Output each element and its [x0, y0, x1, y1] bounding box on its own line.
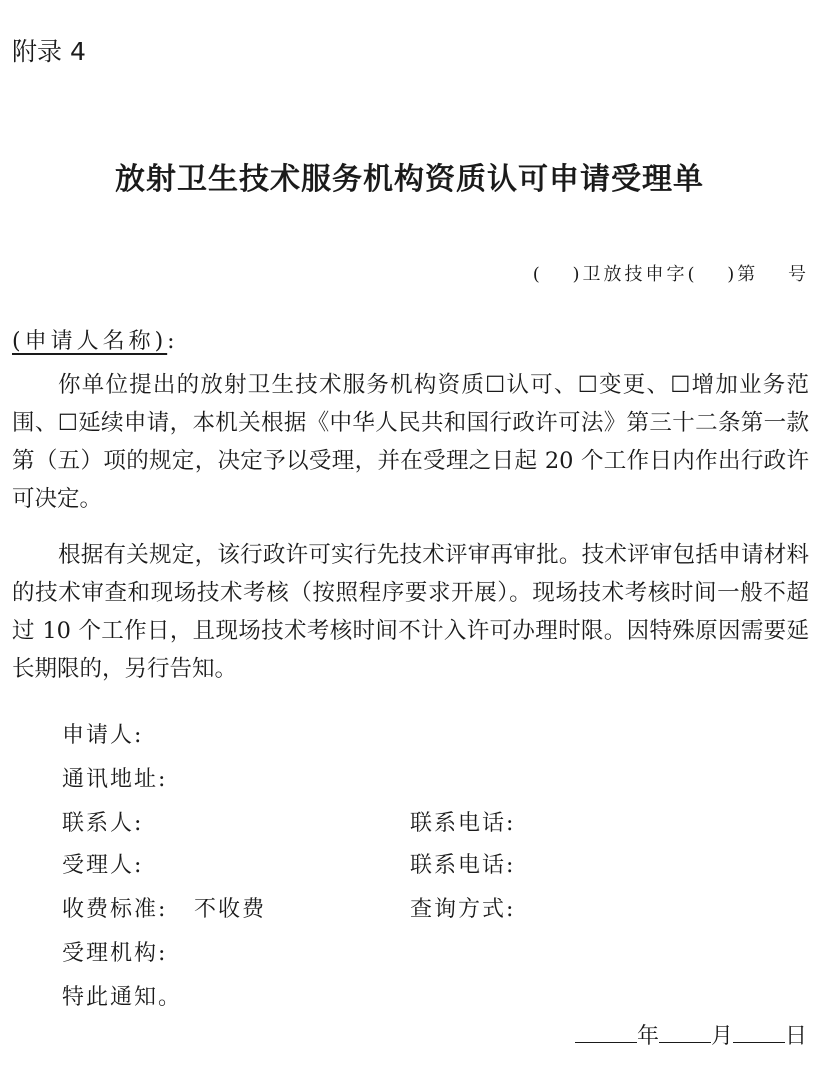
notice-text: 特此通知。 [62, 985, 183, 1010]
day-blank [733, 1020, 785, 1043]
month-blank [659, 1020, 711, 1043]
applicant-label: 申请人: [62, 723, 144, 748]
date-line [575, 1020, 807, 1053]
contact-person-label: 联系人: [62, 811, 144, 836]
document-title: 放射卫生技术服务机构资质认可申请受理单 [115, 162, 704, 197]
accepting-agency-label: 受理机构: [62, 941, 168, 966]
year-label: 年 [636, 1024, 659, 1049]
addressee-line [12, 326, 175, 358]
appendix-label: 附录 4 [12, 37, 86, 66]
document-number: ( )卫放技申字( )第 号 [532, 264, 809, 285]
body-paragraph-1: 你单位提出的放射卫生技术服务机构资质☐认可、☐变更、☐增加业务范围、☐延续申请，本机关根据《中华人民共和国行政许可法》第三十二条第一款第（五）项的规定，决定予以受理，并在受理之日起 20 个工作日内作出行政许可决定。 [12, 372, 809, 512]
fee-standard-label: 收费标准: [62, 897, 168, 922]
acceptor-phone-label: 联系电话: [410, 853, 516, 878]
contact-phone-label: 联系电话: [410, 811, 516, 836]
year-blank [575, 1020, 637, 1043]
body-paragraph-2: 根据有关规定，该行政许可实行先技术评审再审批。技术评审包括申请材料的技术审查和现场技术考核（按照程序要求开展）。现场技术考核时间一般不超过 10 个工作日，且现场技术考核时间不计入许可办理时限。因特殊原因需要延长期限的，另行告知。 [12, 542, 809, 682]
day-label: 日 [784, 1024, 807, 1049]
addressee-colon: : [167, 329, 175, 354]
applicant-name-placeholder: (申请人名称) [12, 329, 168, 354]
query-method-label: 查询方式: [410, 897, 516, 922]
month-label: 月 [710, 1024, 733, 1049]
acceptor-label: 受理人: [62, 853, 144, 878]
fee-standard-value: 不收费 [194, 897, 267, 922]
address-label: 通讯地址: [62, 767, 168, 792]
